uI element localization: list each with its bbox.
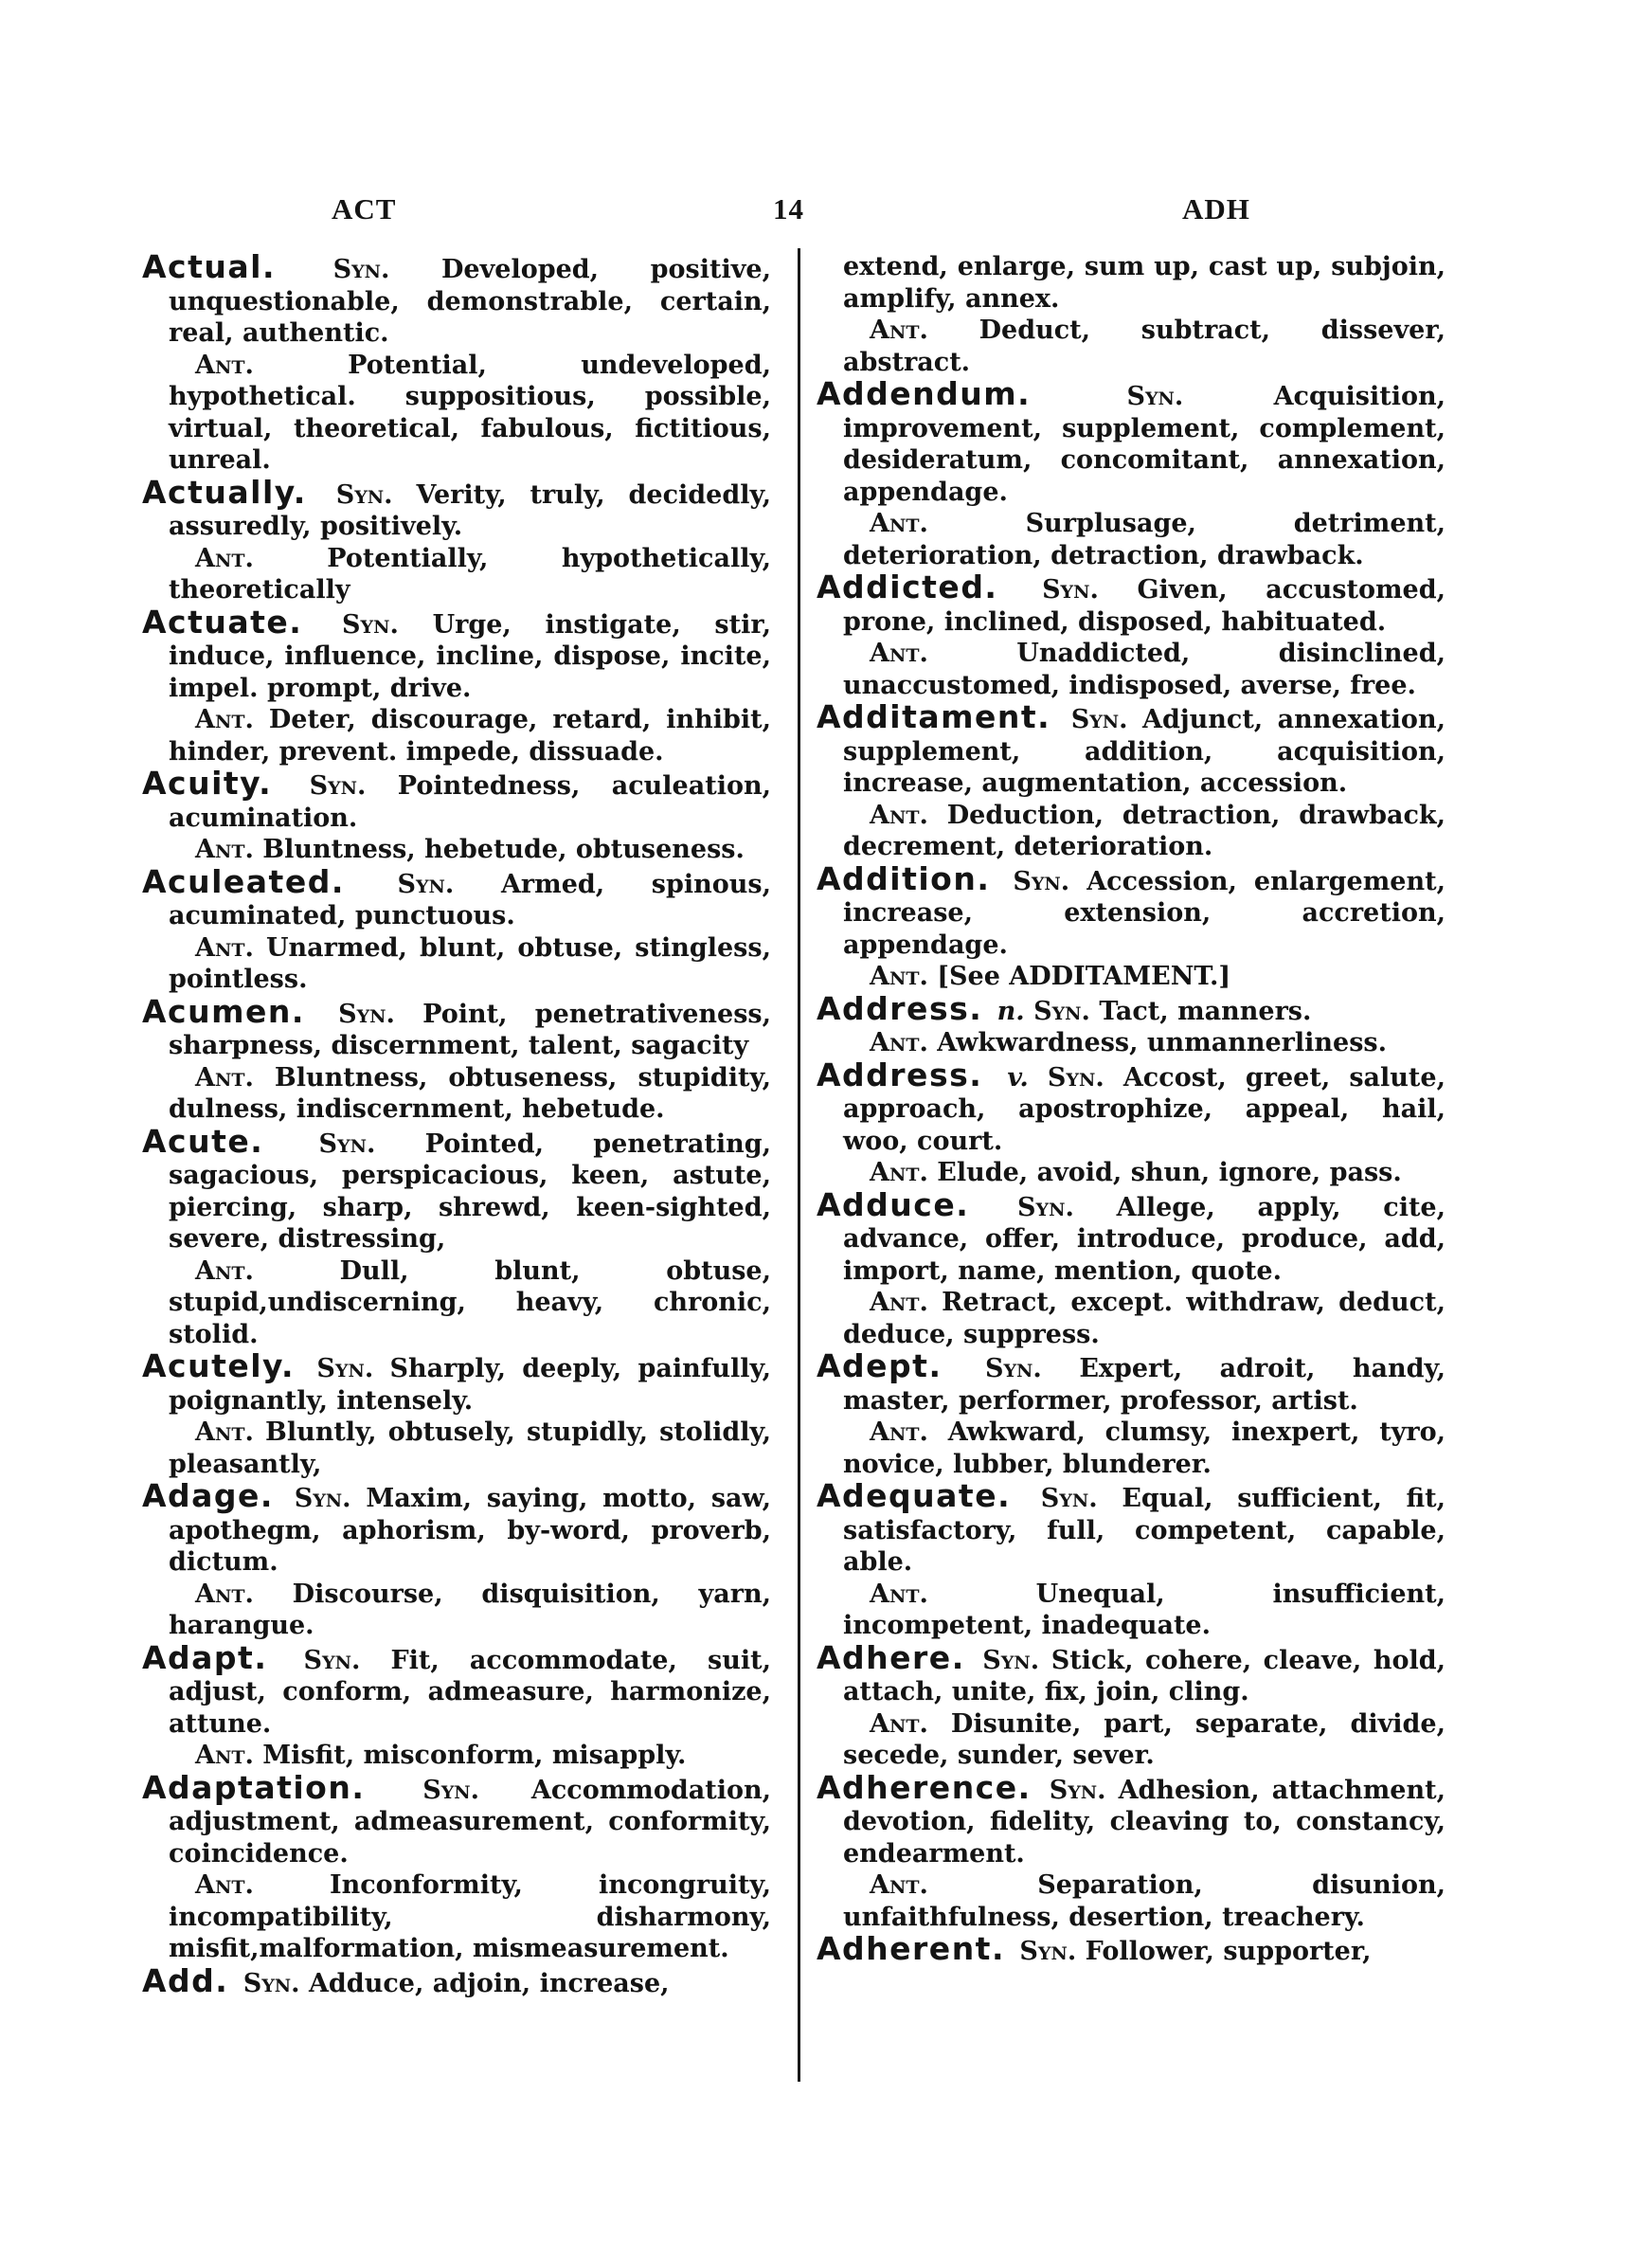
dictionary-entry bbox=[817, 1638, 1446, 1708]
synonyms: Pointed, penetrating, sagacious, perspicacious, keen, astute, piercing, sharp, shrewd, keen-sighted, severe, distressing, bbox=[169, 1128, 771, 1254]
syn-label: Syn. bbox=[1047, 1062, 1104, 1092]
ant-label: Ant. bbox=[870, 316, 928, 345]
headword: Addicted. bbox=[817, 569, 998, 605]
antonyms-line bbox=[142, 543, 771, 606]
synonyms: Allege, apply, cite, advance, offer, introduce, produce, add, import, name, mention, quote. bbox=[843, 1192, 1446, 1286]
antonyms: Surplusage, detriment, deterioration, detraction, drawback. bbox=[843, 509, 1446, 570]
antonyms-line bbox=[142, 1062, 771, 1126]
antonyms: Deduction, detraction, drawback, decrement, deterioration. bbox=[843, 800, 1446, 861]
part-of-speech: v. bbox=[1007, 1062, 1029, 1092]
headword: Adage. bbox=[142, 1477, 274, 1514]
dictionary-entry bbox=[142, 1638, 771, 1741]
antonyms-line bbox=[817, 508, 1446, 571]
ant-label: Ant. bbox=[195, 1579, 254, 1609]
ant-label: Ant. bbox=[870, 639, 928, 668]
headword: Addendum. bbox=[817, 375, 1032, 412]
ant-label: Ant. bbox=[870, 1708, 928, 1739]
dictionary-entry bbox=[142, 248, 771, 350]
antonyms: Dull, blunt, obtuse, stupid,undiscerning, heavy, chronic, stolid. bbox=[169, 1255, 771, 1349]
ant-label: Ant. bbox=[870, 962, 928, 991]
antonyms-line bbox=[817, 1027, 1446, 1059]
synonyms: extend, enlarge, sum up, cast up, subjoin, amplify, annex. bbox=[843, 252, 1446, 314]
synonyms: Stick, cohere, cleave, hold, attach, unite, fix, join, cling. bbox=[843, 1645, 1446, 1706]
synonyms: Maxim, saying, motto, saw, apothegm, aphorism, by-word, proverb, dictum. bbox=[169, 1484, 771, 1577]
headword: Adduce. bbox=[817, 1185, 970, 1223]
antonyms: Disunite, part, separate, divide, secede, sunder, sever. bbox=[843, 1708, 1446, 1770]
synonyms: Accost, greet, salute, approach, apostrophize, appeal, hail, woo, court. bbox=[843, 1062, 1446, 1156]
antonyms: Deduct, subtract, dissever, abstract. bbox=[843, 316, 1446, 377]
headword: Addition. bbox=[817, 859, 991, 897]
dictionary-entry bbox=[817, 251, 1446, 315]
antonyms-line bbox=[817, 1287, 1446, 1350]
headword: Actuate. bbox=[142, 603, 303, 641]
dictionary-entry bbox=[817, 375, 1446, 508]
antonyms: Potentially, hypothetically, theoretically bbox=[169, 543, 771, 605]
antonyms: Inconformity, incongruity, incompatibility, disharmony, misfit,malformation, mismeasurement. bbox=[169, 1870, 771, 1963]
ant-label: Ant. bbox=[870, 1158, 928, 1187]
synonyms: Adjunct, annexation, supplement, addition, acquisition, increase, augmentation, accession. bbox=[843, 705, 1446, 798]
syn-label: Syn. bbox=[1017, 1192, 1074, 1222]
synonyms: Equal, sufficient, fit, satisfactory, full, competent, capable, able. bbox=[843, 1484, 1446, 1577]
antonyms-line bbox=[817, 315, 1446, 378]
headword: Adaptation. bbox=[142, 1768, 366, 1806]
column-divider bbox=[798, 248, 800, 2082]
antonyms-line bbox=[142, 1869, 771, 1965]
headword: Adherence. bbox=[817, 1768, 1032, 1806]
antonyms: Bluntness, obtuseness, stupidity, dulness, indiscernment, hebetude. bbox=[169, 1062, 771, 1124]
synonyms: Verity, truly, decidedly, assuredly, positively. bbox=[169, 479, 772, 541]
headword: Adequate. bbox=[817, 1477, 1012, 1514]
headword: Adherent. bbox=[817, 1930, 1005, 1967]
antonyms-line bbox=[817, 1579, 1446, 1642]
headword: Address. bbox=[817, 1056, 983, 1093]
dictionary-entry bbox=[817, 698, 1446, 800]
antonyms-line bbox=[817, 1869, 1446, 1933]
ant-label: Ant. bbox=[870, 1417, 928, 1447]
antonyms: [See ADDITAMENT.] bbox=[937, 962, 1231, 991]
synonyms: Developed, positive, unquestionable, demonstrable, certain, real, authentic. bbox=[169, 255, 771, 348]
synonyms: Urge, instigate, stir, induce, influence, incline, dispose, incite, impel. prompt, drive. bbox=[169, 609, 771, 703]
right-column bbox=[817, 251, 1446, 1968]
syn-label: Syn. bbox=[1033, 996, 1090, 1026]
syn-label: Syn. bbox=[294, 1484, 351, 1513]
ant-label: Ant. bbox=[195, 350, 254, 380]
syn-label: Syn. bbox=[1042, 575, 1099, 605]
antonyms-line bbox=[142, 1740, 771, 1772]
antonyms: Unaddicted, disinclined, unaccustomed, indisposed, averse, free. bbox=[843, 639, 1446, 700]
syn-label: Syn. bbox=[1070, 705, 1128, 734]
synonyms: Acquisition, improvement, supplement, complement, desideratum, concomitant, annexation, appendage. bbox=[843, 382, 1446, 507]
dictionary-entry bbox=[142, 1961, 771, 2000]
running-head-left: ACT bbox=[332, 192, 397, 226]
antonyms: Bluntness, hebetude, obtuseness. bbox=[262, 835, 745, 864]
synonyms: Adhesion, attachment, devotion, fidelity, cleaving to, constancy, endearment. bbox=[843, 1775, 1446, 1869]
antonyms: Bluntly, obtusely, stupidly, stolidly, pleasantly, bbox=[169, 1417, 771, 1479]
antonyms-line bbox=[142, 704, 771, 767]
ant-label: Ant. bbox=[870, 1870, 928, 1900]
syn-label: Syn. bbox=[1019, 1937, 1077, 1966]
antonyms: Retract, except. withdraw, deduct, deduce, suppress. bbox=[843, 1288, 1446, 1349]
antonyms-line bbox=[142, 1579, 771, 1642]
syn-label: Syn. bbox=[303, 1645, 361, 1675]
synonyms: Given, accustomed, prone, inclined, disposed, habituated. bbox=[843, 575, 1446, 637]
headword: Additament. bbox=[817, 698, 1051, 735]
headword: Actual. bbox=[142, 248, 276, 285]
ant-label: Ant. bbox=[870, 509, 928, 538]
dictionary-entry bbox=[817, 1930, 1446, 1968]
dictionary-entry bbox=[142, 1122, 771, 1255]
headword: Adhere. bbox=[817, 1638, 965, 1676]
syn-label: Syn. bbox=[338, 999, 395, 1029]
left-column bbox=[142, 248, 772, 1999]
dictionary-entry bbox=[817, 989, 1446, 1028]
dictionary-entry bbox=[142, 1768, 772, 1870]
dictionary-entry bbox=[142, 1347, 771, 1417]
syn-label: Syn. bbox=[1049, 1775, 1106, 1805]
ant-label: Ant. bbox=[195, 705, 254, 734]
syn-label: Syn. bbox=[332, 255, 390, 284]
dictionary-entry bbox=[817, 1056, 1446, 1158]
ant-label: Ant. bbox=[870, 800, 928, 830]
ant-label: Ant. bbox=[195, 932, 254, 963]
ant-label: Ant. bbox=[195, 835, 254, 864]
syn-label: Syn. bbox=[397, 869, 455, 899]
ant-label: Ant. bbox=[195, 1255, 254, 1286]
synonyms: Accommodation, adjustment, admeasurement, conformity, coincidence. bbox=[169, 1775, 772, 1869]
synonyms: Tact, manners. bbox=[1099, 996, 1312, 1026]
dictionary-entry bbox=[142, 603, 771, 705]
dictionary-entry bbox=[142, 767, 771, 834]
antonyms: Potential, undeveloped, hypothetical. suppositious, possible, virtual, theoretical, fabulous, fictitious, unreal. bbox=[169, 350, 772, 475]
syn-label: Syn. bbox=[335, 479, 393, 510]
antonyms-line bbox=[142, 834, 771, 866]
syn-label: Syn. bbox=[1040, 1484, 1098, 1513]
dictionary-entry bbox=[817, 571, 1446, 638]
synonyms: Fit, accommodate, suit, adjust, conform, admeasure, harmonize, attune. bbox=[169, 1645, 771, 1739]
ant-label: Ant. bbox=[870, 1579, 928, 1609]
synonyms: Armed, spinous, acuminated, punctuous. bbox=[169, 869, 771, 930]
syn-label: Syn. bbox=[242, 1968, 300, 1998]
synonyms: Sharply, deeply, painfully, poignantly, intensely. bbox=[169, 1354, 771, 1416]
syn-label: Syn. bbox=[316, 1354, 374, 1383]
dictionary-entry bbox=[817, 1477, 1446, 1579]
synonyms: Follower, supporter, bbox=[1085, 1937, 1372, 1966]
dictionary-entry bbox=[142, 992, 771, 1062]
synonyms: Adduce, adjoin, increase, bbox=[308, 1968, 670, 1998]
syn-label: Syn. bbox=[309, 771, 367, 801]
dictionary-entry bbox=[817, 1185, 1446, 1288]
synonyms: Expert, adroit, handy, master, performer, professor, artist. bbox=[843, 1354, 1446, 1416]
ant-label: Ant. bbox=[195, 543, 254, 573]
syn-label: Syn. bbox=[342, 609, 399, 640]
syn-label: Syn. bbox=[318, 1128, 376, 1159]
syn-label: Syn. bbox=[984, 1354, 1042, 1383]
antonyms-line bbox=[817, 638, 1446, 701]
headword: Acuity. bbox=[142, 765, 273, 802]
antonyms-line bbox=[142, 932, 771, 996]
ant-label: Ant. bbox=[195, 1417, 254, 1447]
antonyms: Separation, disunion, unfaithfulness, desertion, treachery. bbox=[843, 1870, 1446, 1932]
antonyms: Misfit, misconform, misapply. bbox=[262, 1741, 687, 1770]
ant-label: Ant. bbox=[195, 1741, 254, 1770]
synonyms: Accession, enlargement, increase, extension, accretion, appendage. bbox=[843, 866, 1446, 960]
ant-label: Ant. bbox=[870, 1288, 928, 1317]
ant-label: Ant. bbox=[195, 1062, 254, 1092]
headword: Adapt. bbox=[142, 1638, 268, 1676]
dictionary-entry bbox=[142, 473, 772, 543]
headword: Actually. bbox=[142, 473, 307, 511]
syn-label: Syn. bbox=[982, 1645, 1040, 1675]
headword: Add. bbox=[142, 1961, 229, 1999]
antonyms: Awkward, clumsy, inexpert, tyro, novice, lubber, blunderer. bbox=[843, 1417, 1446, 1479]
antonyms-line bbox=[142, 1255, 771, 1351]
headword: Acumen. bbox=[142, 992, 305, 1030]
dictionary-entry bbox=[142, 1477, 771, 1579]
running-head-right: ADH bbox=[1182, 192, 1250, 226]
antonyms-line bbox=[817, 1417, 1446, 1480]
antonyms: Elude, avoid, shun, ignore, pass. bbox=[937, 1158, 1402, 1187]
syn-label: Syn. bbox=[1013, 866, 1070, 896]
antonyms: Deter, discourage, retard, inhibit, hinder, prevent. impede, dissuade. bbox=[169, 705, 771, 767]
dictionary-entry bbox=[817, 859, 1446, 962]
syn-label: Syn. bbox=[422, 1775, 480, 1805]
headword: Address. bbox=[817, 989, 983, 1027]
antonyms-line bbox=[817, 800, 1446, 863]
ant-label: Ant. bbox=[870, 1028, 928, 1057]
antonyms-line bbox=[817, 1708, 1446, 1772]
headword: Adept. bbox=[817, 1347, 943, 1384]
ant-label: Ant. bbox=[195, 1870, 254, 1900]
antonyms-line bbox=[817, 961, 1446, 993]
antonyms-line bbox=[817, 1157, 1446, 1189]
part-of-speech: n. bbox=[997, 996, 1025, 1026]
headword: Acutely. bbox=[142, 1347, 296, 1384]
antonyms-line bbox=[142, 1417, 771, 1480]
page-number: 14 bbox=[773, 192, 804, 226]
antonyms: Unequal, insufficient, incompetent, inadequate. bbox=[843, 1579, 1446, 1640]
syn-label: Syn. bbox=[1126, 382, 1184, 411]
antonyms: Awkwardness, unmannerliness. bbox=[937, 1028, 1388, 1057]
dictionary-entry bbox=[817, 1768, 1446, 1870]
dictionary-entry bbox=[142, 862, 771, 932]
synonyms: Point, penetrativeness, sharpness, discernment, talent, sagacity bbox=[169, 999, 771, 1060]
antonyms-line bbox=[142, 350, 771, 477]
antonyms: Unarmed, blunt, obtuse, stingless, pointless. bbox=[169, 932, 771, 994]
headword: Acute. bbox=[142, 1122, 264, 1160]
headword: Aculeated. bbox=[142, 862, 345, 900]
dictionary-entry bbox=[817, 1347, 1446, 1417]
antonyms: Discourse, disquisition, yarn, harangue. bbox=[169, 1579, 771, 1640]
synonyms: Pointedness, aculeation, acumination. bbox=[169, 771, 771, 833]
